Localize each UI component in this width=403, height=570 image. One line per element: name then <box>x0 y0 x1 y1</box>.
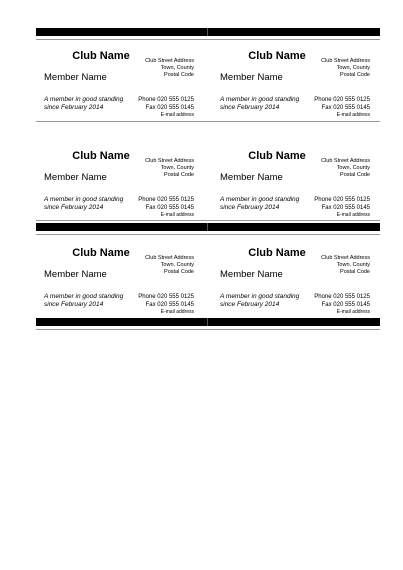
contact-block <box>314 97 370 120</box>
standing-line2: since February 2014 <box>44 301 104 308</box>
email: E-mail address <box>160 309 194 315</box>
club-name: Club Name <box>248 50 306 62</box>
member-name: Member Name <box>44 72 107 83</box>
standing-line1: A member in good standing <box>44 96 124 103</box>
club-address <box>321 255 370 276</box>
standing-text <box>220 196 299 212</box>
standing-text <box>44 196 123 212</box>
member-name: Member Name <box>220 72 283 83</box>
town: Town, County <box>160 65 194 71</box>
postal: Postal Code <box>164 172 194 178</box>
town: Town, County <box>160 262 194 268</box>
card-5 <box>36 239 208 337</box>
email: E-mail address <box>336 212 370 218</box>
club-name: Club Name <box>72 150 130 162</box>
email: E-mail address <box>336 112 370 118</box>
contact-block <box>314 294 370 317</box>
phone: Phone 020 555 0125 <box>314 97 370 103</box>
club-address <box>321 158 370 179</box>
club-address <box>145 158 194 179</box>
top-black-bar <box>36 28 380 36</box>
town: Town, County <box>160 165 194 171</box>
fax: Fax 020 555 0145 <box>321 104 370 111</box>
fax: Fax 020 555 0145 <box>145 104 194 111</box>
street: Club Street Address <box>321 158 370 164</box>
standing-line1: A member in good standing <box>220 196 300 203</box>
card-2 <box>212 42 384 140</box>
phone: Phone 020 555 0125 <box>314 294 370 300</box>
fax: Fax 020 555 0145 <box>145 301 194 308</box>
email: E-mail address <box>160 212 194 218</box>
standing-text <box>44 293 123 309</box>
postal: Postal Code <box>340 172 370 178</box>
fax: Fax 020 555 0145 <box>321 301 370 308</box>
town: Town, County <box>336 165 370 171</box>
top-gray-rule <box>36 39 380 40</box>
standing-line2: since February 2014 <box>44 204 104 211</box>
town: Town, County <box>336 262 370 268</box>
phone: Phone 020 555 0125 <box>138 294 194 300</box>
phone: Phone 020 555 0125 <box>138 197 194 203</box>
phone: Phone 020 555 0125 <box>314 197 370 203</box>
standing-text <box>220 293 299 309</box>
card-6 <box>212 239 384 337</box>
contact-block <box>138 97 194 120</box>
email: E-mail address <box>160 112 194 118</box>
standing-line2: since February 2014 <box>220 204 280 211</box>
club-name: Club Name <box>248 150 306 162</box>
standing-line2: since February 2014 <box>44 104 104 111</box>
street: Club Street Address <box>145 58 194 64</box>
street: Club Street Address <box>145 255 194 261</box>
standing-text <box>44 96 123 112</box>
club-name: Club Name <box>72 50 130 62</box>
contact-block <box>138 294 194 317</box>
club-name: Club Name <box>248 247 306 259</box>
club-address <box>145 58 194 79</box>
contact-block <box>314 197 370 220</box>
card-3 <box>36 142 208 240</box>
club-address <box>145 255 194 276</box>
member-name: Member Name <box>44 269 107 280</box>
fax: Fax 020 555 0145 <box>321 204 370 211</box>
street: Club Street Address <box>145 158 194 164</box>
street: Club Street Address <box>321 58 370 64</box>
town: Town, County <box>336 65 370 71</box>
member-name: Member Name <box>220 172 283 183</box>
phone: Phone 020 555 0125 <box>138 97 194 103</box>
card-1 <box>36 42 208 140</box>
postal: Postal Code <box>164 269 194 275</box>
postal: Postal Code <box>340 72 370 78</box>
standing-line1: A member in good standing <box>220 96 300 103</box>
member-name: Member Name <box>44 172 107 183</box>
email: E-mail address <box>336 309 370 315</box>
standing-line1: A member in good standing <box>220 293 300 300</box>
contact-block <box>138 197 194 220</box>
fax: Fax 020 555 0145 <box>145 204 194 211</box>
club-address <box>321 58 370 79</box>
postal: Postal Code <box>164 72 194 78</box>
standing-line2: since February 2014 <box>220 301 280 308</box>
street: Club Street Address <box>321 255 370 261</box>
standing-line1: A member in good standing <box>44 293 124 300</box>
standing-text <box>220 96 299 112</box>
standing-line2: since February 2014 <box>220 104 280 111</box>
member-name: Member Name <box>220 269 283 280</box>
postal: Postal Code <box>340 269 370 275</box>
club-name: Club Name <box>72 247 130 259</box>
standing-line1: A member in good standing <box>44 196 124 203</box>
card-4 <box>212 142 384 240</box>
